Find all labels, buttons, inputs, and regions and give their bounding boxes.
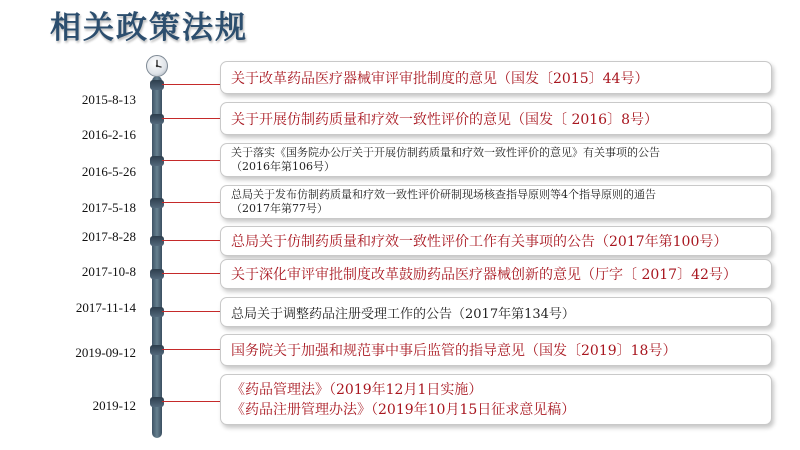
policy-text: 总局关于仿制药质量和疗效一致性评价工作有关事项的公告（2017年第100号） xyxy=(231,234,728,250)
clock-icon xyxy=(146,55,168,77)
policy-text: 关于深化审评审批制度改革鼓励药品医疗器械创新的意见（厅字〔 2017〕42号） xyxy=(231,267,737,283)
policy-text: 关于开展仿制药质量和疗效一致性评价的意见（国发〔 2016〕8号） xyxy=(231,111,658,128)
timeline-connector xyxy=(162,349,220,350)
timeline-date: 2017-10-8 xyxy=(81,264,136,279)
policy-item xyxy=(220,334,772,366)
policy-item xyxy=(220,226,772,256)
policy-text: 总局关于发布仿制药质量和疗效一致性评价研制现场核查指导原则等4个指导原则的通告 xyxy=(231,188,656,201)
timeline-connector xyxy=(162,311,220,312)
policy-text: 关于改革药品医疗器械审评审批制度的意见（国发〔2015〕44号） xyxy=(231,70,649,87)
timeline-date: 2016-2-16 xyxy=(81,127,136,142)
timeline-node xyxy=(150,397,164,407)
timeline-date: 2019-09-12 xyxy=(75,345,136,360)
policy-text: 国务院关于加强和规范事中事后监管的指导意见（国发〔2019〕18号） xyxy=(231,343,677,359)
timeline-connector xyxy=(162,401,220,402)
policy-item xyxy=(220,185,772,219)
policy-text: 总局关于调整药品注册受理工作的公告（2017年第134号） xyxy=(231,306,575,322)
policy-text: （2016年第106号） xyxy=(231,160,335,173)
timeline-date: 2017-11-14 xyxy=(75,300,136,315)
policy-item xyxy=(220,374,772,425)
page-title: 相关政策法规 xyxy=(50,10,248,46)
timeline-connector xyxy=(162,202,220,203)
timeline-connector xyxy=(162,118,220,119)
policy-item xyxy=(220,143,772,177)
timeline-connector xyxy=(162,273,220,274)
timeline-node xyxy=(150,198,164,208)
policy-item xyxy=(220,102,772,135)
timeline-node xyxy=(150,114,164,124)
timeline-date: 2015-8-13 xyxy=(81,92,136,107)
timeline-axis xyxy=(152,76,162,438)
timeline-node xyxy=(150,307,164,317)
timeline-date: 2017-8-28 xyxy=(81,229,136,244)
timeline-date: 2016-5-26 xyxy=(81,164,136,179)
policy-text: 《药品管理法》（2019年12月1日实施） xyxy=(231,381,483,398)
policy-text: （2017年第77号） xyxy=(231,202,328,215)
policy-text: 《药品注册管理办法》（2019年10月15日征求意见稿） xyxy=(231,401,576,418)
timeline-node xyxy=(150,269,164,279)
timeline-node xyxy=(150,156,164,166)
policy-item xyxy=(220,297,772,327)
policy-text: 关于落实《国务院办公厅关于开展仿制药质量和疗效一致性评价的意见》有关事项的公告 xyxy=(231,146,660,159)
policy-item xyxy=(220,61,772,94)
timeline-node xyxy=(150,236,164,246)
policy-item xyxy=(220,259,772,289)
timeline-connector xyxy=(162,240,220,241)
timeline-node xyxy=(150,345,164,355)
timeline-date: 2019-12 xyxy=(92,398,136,413)
timeline-connector xyxy=(162,160,220,161)
timeline-connector xyxy=(162,84,220,85)
timeline-node xyxy=(150,80,164,90)
timeline-date: 2017-5-18 xyxy=(81,200,136,215)
